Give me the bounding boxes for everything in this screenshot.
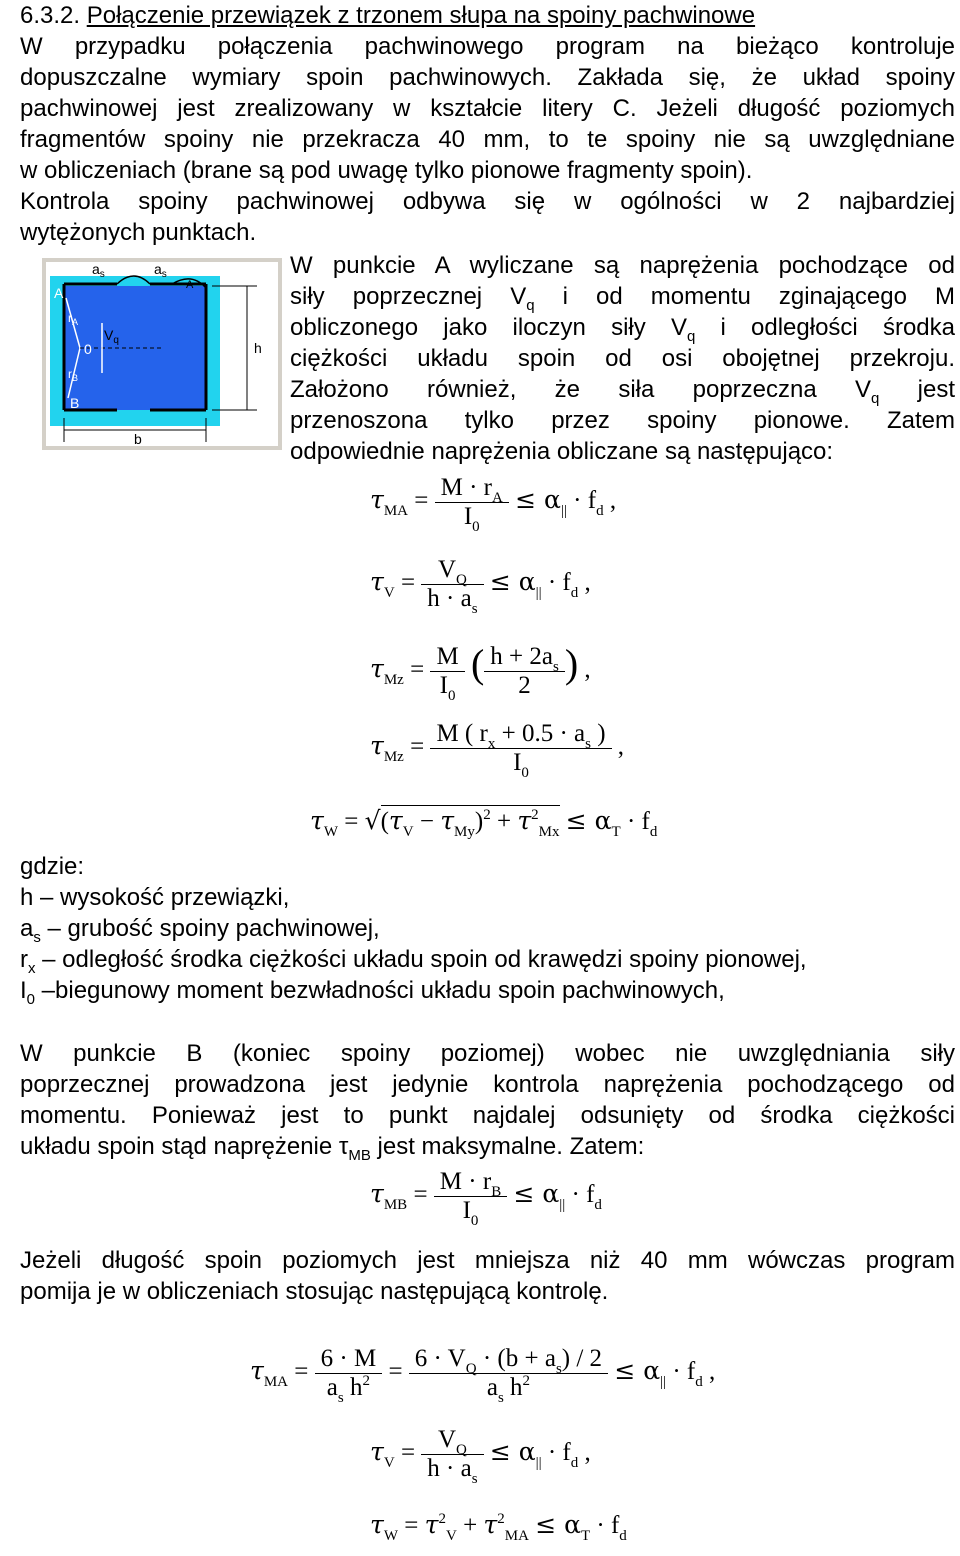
- intro-line: w obliczeniach (brane są pod uwagę tylko pionowe fragmenty spoin).: [20, 157, 753, 184]
- pointB-line: W punkcie B (koniec spoiny poziomej) wobec nie uwzględniania siły: [20, 1040, 955, 1067]
- intro-line: Kontrola spoiny pachwinowej odbywa się w ogólności w 2 najbardziej: [20, 188, 955, 215]
- legend-rx: $r_x$ – odległość środka ciężkości układu spoin od krawędzi spoiny pionowej,: [20, 946, 807, 977]
- eq-final-tau-V: $\tau_V$ = $\frac{V_Q}{h \cdot a_s}$ ≤ $\alpha_{||} \cdot f_d$ ,: [370, 1426, 591, 1487]
- side-line: przenoszona tylko przez spoiny pionowe. Zatem: [290, 407, 955, 434]
- legend-h: h – wysokość przewiązki,: [20, 884, 290, 911]
- weld-diagram: [42, 258, 282, 450]
- intro-line: wytężonych punktach.: [20, 219, 257, 246]
- section-title: Połączenie przewiązek z trzonem słupa na spoiny pachwinowe: [86, 2, 756, 29]
- intro-line: pachwinowej jest zrealizowany w kształcie litery C. Jeżeli długość poziomych: [20, 95, 955, 122]
- label-Vq: $V_q$: [104, 327, 119, 346]
- label-rB: $r_B$: [68, 367, 79, 383]
- label-0: 0: [84, 341, 92, 357]
- eq-tau-MB: $\tau_{MB}$ = $\frac{M \cdot r_B}{I_0}$ ≤ $\alpha_{||} \cdot f_d$: [370, 1168, 602, 1229]
- legend-gdzie: gdzie:: [20, 853, 85, 880]
- final-line: Jeżeli długość spoin poziomych jest mniejsza niż 40 mm wówczas program: [20, 1247, 955, 1274]
- eq-tau-Mz-1: $\tau_{Mz}$ = $\frac{M}{I_0}$ ( $\frac{h + 2a_s}{2}$ ) ,: [370, 641, 591, 704]
- intro-line: dopuszczalne wymiary spoin pachwinowych. Zakłada się, że układ spoiny: [20, 64, 955, 91]
- pointB-line: układu spoin stąd naprężenie $\tau_{MB}$ jest maksymalne. Zatem:: [20, 1133, 645, 1164]
- eq-tau-Mz-2: $\tau_{Mz}$ = $\frac{M ( r_x + 0.5 \cdot a_s )}{I_0}$ ,: [370, 720, 625, 781]
- eq-final-tau-MA: $\tau_{MA}$ = $\frac{6 \cdot M}{a_s h^2}$ = $\frac{6 \cdot V_Q \cdot (b + a_s) / 2}{a_s h^2}$ ≤ $\alpha_{||} \cdot f_d$ ,: [250, 1345, 716, 1406]
- eq-tau-W: $\tau_W = √(\tau_V - \tau_{My})^2 + \tau^2_{Mx} \le \alpha_T \cdot f_d$: [310, 806, 658, 840]
- eq-final-tau-W: $\tau_W = \tau^2_V + \tau^2_{MA} \le \alpha_T \cdot f_d$: [370, 1510, 627, 1544]
- side-line: obliczonego jako iloczyn siły $V_q$ i odległości środka: [290, 314, 955, 345]
- side-line: odpowiednie naprężenia obliczane są następująco:: [290, 438, 834, 465]
- eq-tau-MA: $\tau_{MA}$ = $\frac{M \cdot r_A}{I_0}$ ≤ $\alpha_{||} \cdot f_d$ ,: [370, 474, 617, 535]
- label-b: b: [134, 431, 142, 447]
- label-A-top: A: [186, 279, 194, 291]
- section-heading: [20, 0, 955, 31]
- intro-line: W przypadku połączenia pachwinowego program na bieżąco kontroluje: [20, 33, 955, 60]
- label-h: h: [254, 340, 262, 356]
- side-line: ciężkości układu spoin od osi obojętnej przekroju.: [290, 345, 955, 372]
- legend-as: $a_s$ – grubość spoiny pachwinowej,: [20, 915, 380, 946]
- pointB-line: momentu. Ponieważ jest to punkt najdalej odsunięty od środka ciężkości: [20, 1102, 955, 1129]
- side-line: Założono również, że siła poprzeczna $V_q$ jest: [290, 376, 955, 407]
- final-line: pomija je w obliczeniach stosując następującą kontrolę.: [20, 1278, 609, 1305]
- side-line: W punkcie A wyliczane są naprężenia pochodzące od: [290, 252, 955, 279]
- label-B: B: [70, 395, 80, 411]
- eq-tau-V: $\tau_V$ = $\frac{V_Q}{h \cdot a_s}$ ≤ $\alpha_{||} \cdot f_d$ ,: [370, 556, 591, 617]
- label-rA: $r_A$: [68, 311, 79, 327]
- intro-line: fragmentów spoiny nie przekracza 40 mm, to te spoiny nie są uwzględniane: [20, 126, 955, 153]
- side-line: siły poprzecznej $V_q$ i od momentu zginającego M: [290, 283, 955, 314]
- label-as-2: $a_s$: [154, 261, 167, 280]
- legend-i0: $I_0$ –biegunowy moment bezwładności układu spoin pachwinowych,: [20, 977, 725, 1008]
- label-as-1: $a_s$: [92, 261, 105, 280]
- section-number: 6.3.2.: [20, 2, 81, 29]
- pointB-line: poprzecznej prowadzona jest jedynie kontrola naprężenia pochodzącego od: [20, 1071, 955, 1098]
- label-A: A: [54, 285, 64, 301]
